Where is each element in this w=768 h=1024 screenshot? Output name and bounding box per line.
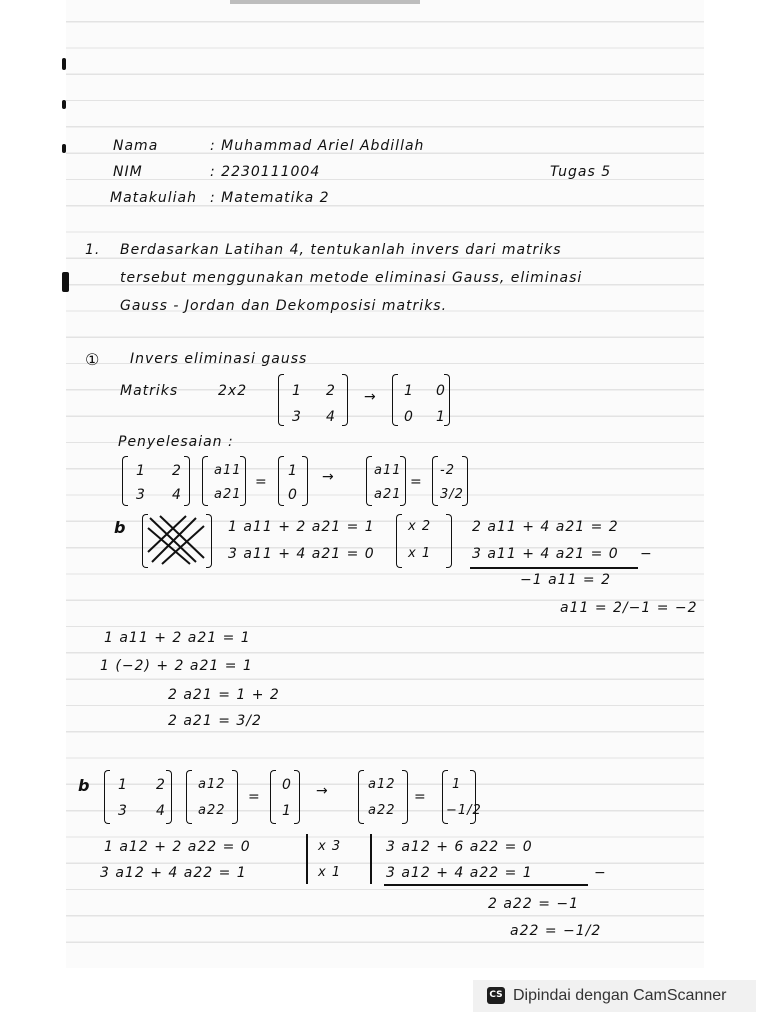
vector-cell: a11 <box>214 463 242 478</box>
vector-cell: −1/2 <box>446 803 482 818</box>
elim-row: 1 a11 + 2 a21 = 1 <box>228 519 375 535</box>
vector-cell: a21 <box>214 487 242 502</box>
bracket-left <box>104 770 110 824</box>
bracket-left <box>270 770 276 824</box>
question-number: 1. <box>85 242 101 258</box>
elim-result: 3 a12 + 4 a22 = 1 <box>386 865 533 881</box>
bracket-left <box>122 456 128 506</box>
question-line: Berdasarkan Latihan 4, tentukanlah invers dari matriks <box>120 242 562 258</box>
matrix-cell: 0 <box>404 409 414 425</box>
vector-cell: 1 <box>452 777 462 792</box>
top-edge-strip <box>230 0 420 4</box>
arrow-icon: → <box>364 389 377 405</box>
vector-cell: a22 <box>368 803 396 818</box>
subst-line: 2 a21 = 3/2 <box>168 713 262 729</box>
vector-cell: -2 <box>440 463 455 478</box>
vector-cell: a12 <box>368 777 396 792</box>
nim-label: NIM <box>113 164 143 180</box>
equals-sign: = <box>255 474 268 490</box>
elim-result: −1 a11 = 2 <box>520 572 612 588</box>
bracket-right <box>184 456 190 506</box>
multiplier: x 2 <box>408 519 432 534</box>
elim-result: a11 = 2/−1 = −2 <box>560 600 698 616</box>
nama-value: : Muhammad Ariel Abdillah <box>210 138 425 154</box>
vector-cell: a12 <box>198 777 226 792</box>
bracket-left <box>396 514 402 568</box>
elim-result: 3 a11 + 4 a21 = 0 <box>472 546 619 562</box>
matrix-cell: 1 <box>404 383 414 399</box>
penyelesaian-label: Penyelesaian : <box>118 434 234 450</box>
bracket-left <box>278 456 284 506</box>
binder-hole-mark <box>62 272 69 292</box>
matrix-cell: 1 <box>436 409 446 425</box>
elim-row: 3 a12 + 4 a22 = 1 <box>100 865 247 881</box>
elim-row: 1 a12 + 2 a22 = 0 <box>104 839 251 855</box>
camscanner-watermark <box>473 980 756 1012</box>
crossed-out-matrix <box>146 514 206 566</box>
nim-value: : 2230111004 <box>210 164 321 180</box>
elim-row: 3 a11 + 4 a21 = 0 <box>228 546 375 562</box>
elim-result: 2 a22 = −1 <box>488 896 580 912</box>
vector-cell: 0 <box>288 487 298 503</box>
bracket-right <box>402 770 408 824</box>
bracket-left <box>366 456 372 506</box>
vector-cell: 1 <box>282 803 292 819</box>
matrix-cell: 1 <box>118 777 128 793</box>
question-line: tersebut menggunakan metode eliminasi Gauss, eliminasi <box>120 270 583 286</box>
bracket-right <box>470 770 476 824</box>
bracket-right <box>206 514 212 568</box>
matrix-label: Matriks <box>120 383 179 399</box>
matrix-cell: 0 <box>436 383 446 399</box>
multiplier: x 1 <box>318 865 342 880</box>
vector-cell: a22 <box>198 803 226 818</box>
bracket-right <box>446 514 452 568</box>
matrix-size: 2x2 <box>218 383 248 399</box>
separator-bar <box>370 834 372 884</box>
question-line: Gauss - Jordan dan Dekomposisi matriks. <box>120 298 448 314</box>
matrix-cell: 4 <box>326 409 336 425</box>
matrix-cell: 2 <box>326 383 336 399</box>
arrow-icon: → <box>322 469 335 485</box>
binder-hole-mark <box>62 144 66 153</box>
bracket-right <box>294 770 300 824</box>
subst-line: 1 (−2) + 2 a21 = 1 <box>100 658 253 674</box>
bracket-right <box>302 456 308 506</box>
separator-bar <box>306 834 308 884</box>
binder-hole-mark <box>62 100 66 109</box>
minus-sign: − <box>594 865 607 881</box>
bracket-right <box>444 374 450 426</box>
matrix-cell: 2 <box>172 463 182 479</box>
equals-sign: = <box>248 789 261 805</box>
elim-result: 3 a12 + 6 a22 = 0 <box>386 839 533 855</box>
part-marker: ① <box>85 350 101 369</box>
vector-cell: 1 <box>288 463 298 479</box>
vector-cell: 0 <box>282 777 292 793</box>
elim-result: 2 a11 + 4 a21 = 2 <box>472 519 619 535</box>
matrix-cell: 4 <box>156 803 166 819</box>
matrix-cell: 3 <box>136 487 146 503</box>
bracket-right <box>240 456 246 506</box>
bracket-right <box>462 456 468 506</box>
bracket-right <box>232 770 238 824</box>
camscanner-logo-icon: CS <box>487 987 505 1004</box>
b-marker: b <box>78 776 91 795</box>
bracket-right <box>166 770 172 824</box>
matrix-cell: 1 <box>292 383 302 399</box>
sum-rule <box>470 567 638 569</box>
part-title: Invers eliminasi gauss <box>130 351 308 367</box>
sum-rule <box>384 884 588 886</box>
matkul-label: Matakuliah <box>110 190 197 206</box>
bracket-right <box>400 456 406 506</box>
equals-sign: = <box>410 474 423 490</box>
watermark-text: Dipindai dengan CamScanner <box>513 987 727 1004</box>
bracket-right <box>342 374 348 426</box>
bracket-left <box>432 456 438 506</box>
tugas-label: Tugas 5 <box>550 164 612 180</box>
matrix-cell: 3 <box>118 803 128 819</box>
binder-hole-mark <box>62 58 66 70</box>
matrix-cell: 2 <box>156 777 166 793</box>
equals-sign: = <box>414 789 427 805</box>
vector-cell: 3/2 <box>440 487 464 502</box>
matrix-cell: 4 <box>172 487 182 503</box>
nama-label: Nama <box>113 138 159 154</box>
bracket-left <box>278 374 284 426</box>
subst-line: 1 a11 + 2 a21 = 1 <box>104 630 251 646</box>
matkul-value: : Matematika 2 <box>210 190 330 206</box>
scribble-icon <box>146 514 206 566</box>
minus-sign: − <box>640 546 653 562</box>
vector-cell: a11 <box>374 463 402 478</box>
matrix-cell: 3 <box>292 409 302 425</box>
arrow-icon: → <box>316 783 329 799</box>
multiplier: x 3 <box>318 839 342 854</box>
bracket-left <box>186 770 192 824</box>
subst-line: 2 a21 = 1 + 2 <box>168 687 280 703</box>
elim-result: a22 = −1/2 <box>510 923 602 939</box>
bracket-left <box>202 456 208 506</box>
multiplier: x 1 <box>408 546 432 561</box>
matrix-cell: 1 <box>136 463 146 479</box>
vector-cell: a21 <box>374 487 402 502</box>
bracket-left <box>392 374 398 426</box>
b-marker: b <box>114 518 127 537</box>
bracket-left <box>358 770 364 824</box>
